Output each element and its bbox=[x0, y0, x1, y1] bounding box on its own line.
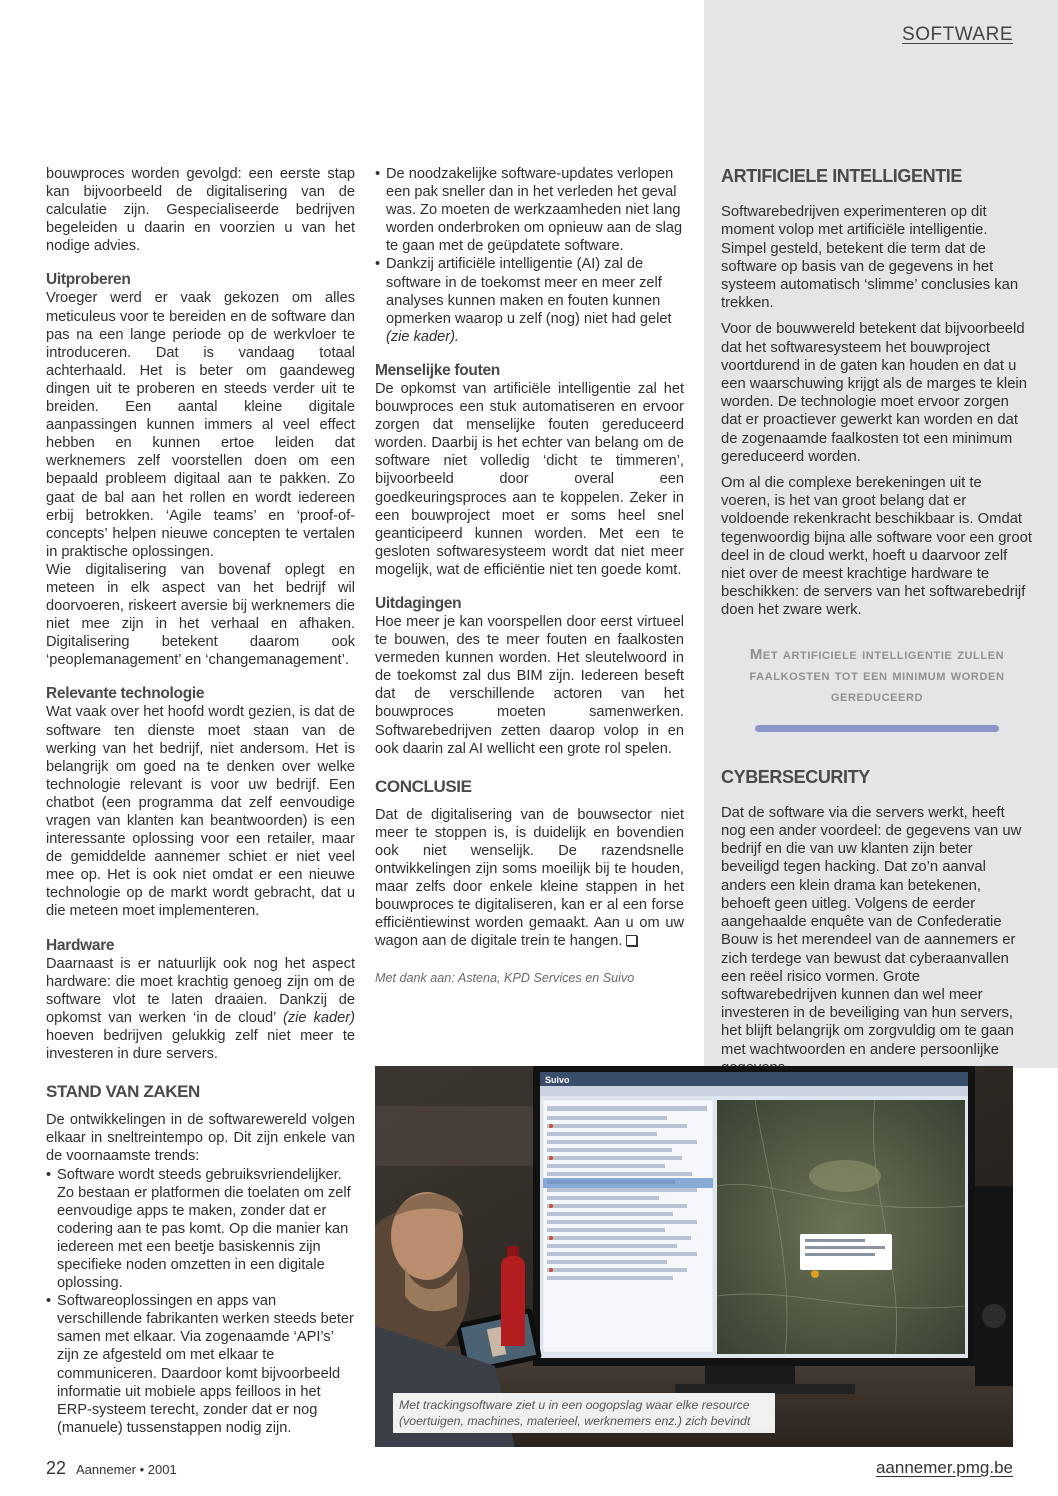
subheading-uitproberen: Uitproberen bbox=[46, 271, 131, 289]
paragraph: Vroeger werd er vaak gekozen om alles meticuleus voor te bereiden en de software dan pas na een lange periode op de werkvloer te introduceren. Dat is vandaag totaal achterhaald. Het is beter om gaandeweg dingen uit te proberen en steeds verder uit te breiden. Een aantal kleine digitale aanpassingen kunnen immers al veel effect hebben en kunnen ertoe leiden dat werknemers zelf voorstellen doen om een bepaald probleem digitaal aan te pakken. Zo gaat de bal aan het rollen en wordt iedereen erbij betrokken. ‘Agile teams’ en ‘proof-of-concepts’ helpen nieuwe concepten te vertalen in praktische oplossingen. bbox=[46, 290, 355, 560]
paragraph: Hoe meer je kan voorspellen door eerst virtueel te bouwen, des te meer fouten en faalkosten vermeden kunnen worden. Het sleutelwoord in de toekomst zal dus BIM zijn. Iedereen beseft dat de verschillende actoren van het bouwproces moeten samenwerken. Softwarebedrijven zetten daarop volop in en ook daarin zal AI wellicht een grote rol spelen. bbox=[375, 613, 684, 757]
subheading-relevante-technologie: Relevante technologie bbox=[46, 685, 205, 703]
photo-illustration bbox=[375, 1066, 1013, 1447]
paragraph: Wie digitalisering van bovenaf oplegt en meteen in elk aspect van het bedrijf wil doorvoeren, riskeert aversie bij werknemers die niet mee zijn in het verhaal en afhaken. Digitalisering betekent daarom ook ‘peoplemanagement’ en ‘changemanagement’. bbox=[46, 561, 355, 669]
paragraph: Dat de software via die servers werkt, heeft nog een ander voordeel: de gegevens van uw bedrijf en die van uw klanten zijn beter beveiligd tegen hacking. Dat zo’n aanval anders een klein drama kan betekenen, behoeft geen uitleg. Volgens de eerder aangehaalde enquête van de Confederatie Bouw is het merendeel van de aannemers er zich terdege van bewust dat cyberaanvallen een reëel risico vormen. Grote softwarebedrijven kunnen dan wel meer investeren in de beveiliging van hun servers, het blijft belangrijk om zorgvuldig om te gaan met wachtwoorden en andere persoonlijke bbox=[721, 804, 1022, 1058]
trend-list bbox=[46, 1166, 355, 1437]
subheading-hardware: Hardware bbox=[46, 936, 115, 954]
paragraph: Wat vaak over het hoofd wordt gezien, is dat de software ten dienste moet staan van de werking van het bedrijf, niet andersom. Het is belangrijk om goed na te denken over welke technologie relevant is voor uw bedrijf. Een chatbot (een programma dat zelf eenvoudige vragen van klanten kan beantwoorden) is een interessante oplossing voor een retailer, maar de gemiddelde aannemer schiet er niet veel mee op. Het is ook niet omdat er een nieuwe technologie op de markt wordt gebracht, dat u die meteen moet implementeren. bbox=[46, 704, 355, 920]
text-run: Dankzij artificiële intelligentie (AI) zal de software in de toekomst meer en meer zelf analyses kunnen maken en fouten kunnen opmerken waarop u zelf (nog) niet had gelet bbox=[386, 256, 672, 327]
section-tag: SOFTWARE bbox=[902, 24, 1013, 45]
paragraph bbox=[46, 955, 355, 1064]
heading-artificiele-intelligentie: ARTIFICIELE INTELLIGENTIE bbox=[721, 166, 962, 186]
text-run: Dat de digitalisering van de bouwsector niet meer te stoppen is, is duidelijk en bovendien ook niet wenselijk. De razendsnelle ontwikkelingen zijn soms moeilijk bij te houden, maar zelfs door enkele kleine stappen in het bouwproces te digitaliseren, kan er al een forse efficiëntiewinst worden gemaakt. Aan u om uw wagon aan de digitale trein te hangen. bbox=[375, 806, 684, 950]
heading-conclusie: CONCLUSIE bbox=[375, 776, 472, 796]
list-item: • Softwareoplossingen en apps van verschillende fabrikanten werken steeds beter samen met elkaar. Via zogenaamde ‘API’s’ zijn ze afgesteld om met elkaar te communiceren. Daardoor komt bijvoorbeeld informatie uit mobiele apps feilloos in het ERP-systeem terecht, zonder dat er nog (manuele) tussenstappen nodig zijn. bbox=[46, 1292, 355, 1437]
article-column-2 bbox=[375, 165, 684, 987]
article-column-1 bbox=[46, 165, 355, 1437]
list-item: • De noodzakelijke software-updates verlopen een pak sneller dan in het verleden het geval was. Zo moeten de werkzaamheden niet lang worden onderbroken om opnieuw aan de slag te gaan met de geüpdatete software. bbox=[375, 165, 684, 255]
acknowledgement: Met dank aan: Astena, KPD Services en Suivo bbox=[375, 970, 635, 985]
paragraph: De ontwikkelingen in de softwarewereld volgen elkaar in sneltreintempo op. Dit zijn enkele van de voornaamste trends: bbox=[46, 1112, 355, 1165]
pull-quote-rule bbox=[755, 725, 999, 732]
heading-cybersecurity: CYBERSECURITY bbox=[721, 766, 870, 787]
photo-caption: Met trackingsoftware ziet u in een oogopslag waar elke resource (voertuigen, machines, materieel, werknemers enz.) zich bevindt bbox=[393, 1393, 775, 1433]
heading-stand-van-zaken: STAND VAN ZAKEN bbox=[46, 1082, 200, 1102]
paragraph: Softwarebedrijven experimenteren op dit moment volop met artificiële intelligentie. Simpel gesteld, betekent die term dat de software op basis van de gegevens in het systeem automatisch ‘slimme’ conclusies kan trekken. bbox=[721, 204, 1019, 312]
cross-reference: (zie kader) bbox=[282, 1009, 356, 1026]
paragraph: De opkomst van artificiële intelligentie zal het bouwproces een stuk automatiseren en ervoor zorgen dat menselijke fouten gereduceerd worden. Daarbij is het echter van belang om de software niet volledig ‘dicht te timmeren’, bijvoorbeeld door overal een goedkeuringsproces aan te koppelen. Zeker in een bouwproject moet er soms heel snel geanticipeerd kunnen worden. Met een te gesloten softwaresysteem wordt dat niet meer mogelijk, wat de efficiëntie niet ten goede komt. bbox=[375, 380, 684, 578]
trend-list-continued bbox=[375, 165, 684, 346]
issue-label: Aannemer • 2001 bbox=[76, 1462, 177, 1477]
footer-folio bbox=[46, 1458, 177, 1479]
paragraph: bouwproces worden gevolgd: een eerste stap kan bijvoorbeeld de digitalisering van de calculatie zijn. Gespecialiseerde bedrijven begeleiden u daarin en voorzien u van het nodige advies. bbox=[46, 166, 355, 255]
cross-reference: (zie kader). bbox=[386, 328, 459, 345]
list-item: • Software wordt steeds gebruiksvriendelijker. Zo bestaan er platformen die toelaten om zelf eenvoudige apps te maken, zonder dat er codering aan te pas komt. Op die manier kan iedereen met een beetje basiskennis zijn specifieke noden omzetten in een digitale oplossing. bbox=[46, 1166, 355, 1293]
footer-url[interactable]: aannemer.pmg.be bbox=[875, 1458, 1013, 1477]
list-item bbox=[375, 255, 684, 345]
paragraph: Om al die complexe berekeningen uit te voeren, is het van groot belang dat er voldoende rekenkracht beschikbaar is. Omdat tegenwoordig bijna alle software voor een groot deel in de cloud werkt, hoeft u daarvoor zelf niet over de meest krachtige hardware te beschikken: de servers van het softwarebedrijf doen het zware werk. bbox=[721, 475, 1032, 619]
page-number: 22 bbox=[46, 1458, 67, 1478]
sidebar-box bbox=[721, 165, 1033, 1085]
subheading-menselijke-fouten: Menselijke fouten bbox=[375, 361, 500, 379]
paragraph bbox=[375, 806, 684, 951]
end-of-article-icon bbox=[626, 935, 637, 946]
text-run: Daarnaast is er natuurlijk ook nog het aspect hardware: die moet krachtig genoeg zijn om de software vlot te laten draaien. Dankzij de opkomst van werken ‘in de cloud’ bbox=[46, 955, 355, 1026]
text-run: hoeven bedrijven gelukkig zelf niet meer te investeren in dure servers. bbox=[46, 1027, 355, 1063]
pull-quote: Met artificiele intelligentie zullen faalkosten tot een minimum worden gereduceerd bbox=[749, 645, 1005, 705]
subheading-uitdagingen: Uitdagingen bbox=[375, 594, 462, 612]
paragraph: Voor de bouwwereld betekent dat bijvoorbeeld dat het softwaresysteem het bouwproject voortdurend in de gaten kan houden en dat u een waarschuwing krijgt als de marges te klein worden. De technologie moet ervoor zorgen dat er proactiever gewerkt kan worden en dat de zogenaamde faalkosten tot een minimum gereduceerd worden. bbox=[721, 321, 1027, 465]
screen-brand: Suivo bbox=[545, 1075, 570, 1085]
article-photo bbox=[375, 1066, 1013, 1447]
